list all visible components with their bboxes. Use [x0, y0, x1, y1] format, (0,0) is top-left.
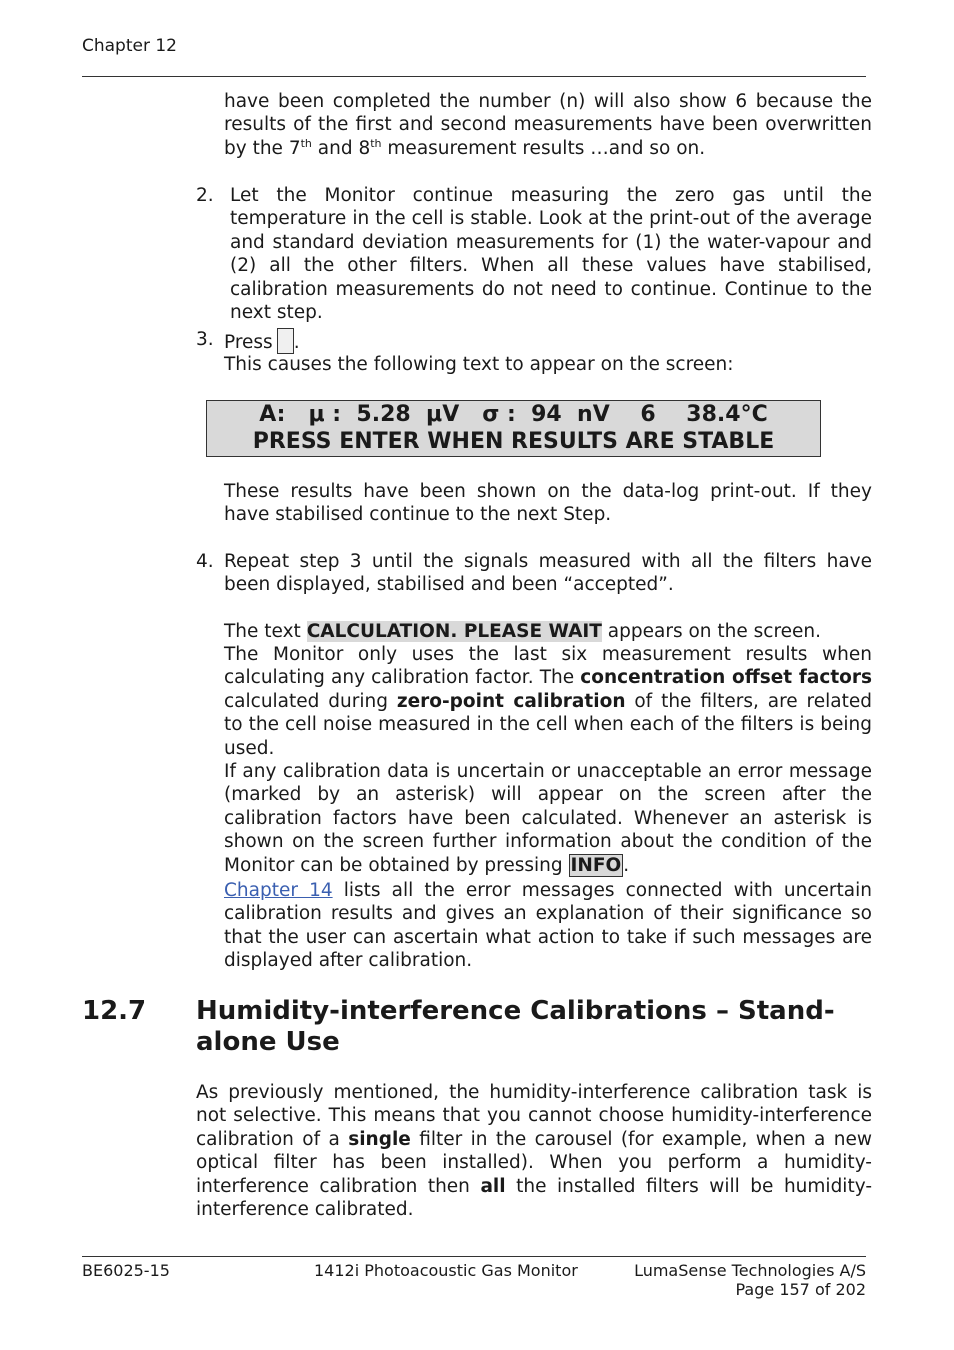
monitor-text-d: of the filters, are related to the cell noise measured in the cell when each of the filters is being used.	[224, 690, 872, 759]
calc-pre: The text	[224, 621, 307, 642]
continued-text-a: have been completed the number (n) will also show 6 because the results of the first and second measurements have been overwritten by the 7	[224, 91, 872, 159]
bold-concentration-offset: concentration offset factors	[580, 667, 873, 689]
bold-single: single	[348, 1128, 411, 1150]
calc-message-highlight: CALCULATION. PLEASE WAIT	[306, 621, 602, 642]
section-text-a: As previously mentioned, the humidity-interference calibration task is not selective. This means that you cannot choose humidity-interference calibration of a	[196, 1082, 872, 1150]
superscript-th-1: th	[300, 136, 312, 150]
section-title-line-1: Humidity-interference Calibrations – Stand-	[196, 996, 835, 1026]
chapter-14-link[interactable]: Chapter 14	[224, 880, 333, 901]
error-paragraph	[224, 760, 872, 877]
section-title-line-2: alone Use	[196, 1027, 340, 1057]
step-2-text: Let the Monitor continue measuring the zero gas until the temperature in the cell is stable. Look at the print-out of the average and standard deviation measurements for (1) the water-vapour and (2) all the other filters. When all these values have stabilised, calibration measurements do not need to continue. Continue to the next step.	[230, 185, 872, 324]
calculation-line	[224, 620, 872, 643]
monitor-text-a: The Monitor only uses the last six measurement results when calculating any calibration factor. The	[224, 644, 872, 689]
chapter14-text: lists all the error messages connected with uncertain calibration results and gives an explanation of their significance so that the user can ascertain what action to take if such messages are displayed after calibration.	[224, 880, 872, 972]
continued-text-b: and 8	[311, 137, 371, 159]
footer-page-number: Page 157 of 202	[735, 1280, 866, 1299]
info-key-label: INFO	[570, 854, 622, 876]
after-screen-paragraph: These results have been shown on the data-log print-out. If they have stabilised continue to the next Step.	[224, 481, 872, 526]
continued-paragraph	[224, 90, 872, 160]
section-number: 12.7	[82, 996, 147, 1026]
running-header-chapter: Chapter 12	[82, 36, 178, 56]
step-3-causes: This causes the following text to appear on the screen:	[224, 354, 734, 375]
monitor-screen-display	[206, 400, 821, 457]
section-text-c: filter in the carousel (for example, when a new optical filter has been installed). When you perform a humidity-interference calibration then	[196, 1128, 872, 1197]
section-text-d: the installed filters will be humidity-interference calibrated.	[196, 1175, 873, 1221]
calc-post: appears on the screen.	[601, 621, 822, 642]
error-text-a: If any calibration data is uncertain or unacceptable an error message (marked by an asterisk) will appear on the screen after the calibration factors have been calculated. Whenever an asterisk is shown on the screen further information about the condition of the Monitor can be obtained by pressing	[224, 761, 872, 876]
bold-zero-point: zero-point calibration	[396, 690, 626, 712]
header-rule	[82, 76, 866, 77]
footer-company: LumaSense Technologies A/S	[634, 1261, 866, 1280]
step-4-text: Repeat step 3 until the signals measured with all the filters have been displayed, stabilised and been “accepted”.	[224, 551, 872, 596]
screen-line-1: A: μ : 5.28 μV σ : 94 nV 6 38.4°C	[259, 402, 768, 427]
step-4-number: 4.	[196, 551, 214, 572]
superscript-th-2: th	[370, 136, 382, 150]
section-title	[196, 996, 876, 1058]
footer-rule	[82, 1256, 866, 1257]
error-text-b: .	[623, 854, 630, 876]
monitor-text-c: calculated during	[224, 690, 397, 712]
continued-text-c: measurement results …and so on.	[381, 137, 706, 159]
footer-doc-id: BE6025-15	[82, 1261, 170, 1280]
step-2-number: 2.	[196, 185, 214, 206]
press-period: .	[293, 332, 300, 353]
step-3-press-line	[224, 328, 300, 354]
screen-line-2: PRESS ENTER WHEN RESULTS ARE STABLE	[252, 429, 775, 454]
monitor-paragraph	[224, 643, 872, 760]
enter-key-icon	[277, 328, 294, 354]
chapter14-paragraph	[224, 879, 872, 973]
section-paragraph	[196, 1081, 872, 1221]
footer-product: 1412i Photoacoustic Gas Monitor	[314, 1261, 578, 1280]
press-label: Press	[224, 332, 273, 353]
step-3-number: 3.	[196, 329, 214, 350]
bold-all: all	[480, 1175, 506, 1197]
